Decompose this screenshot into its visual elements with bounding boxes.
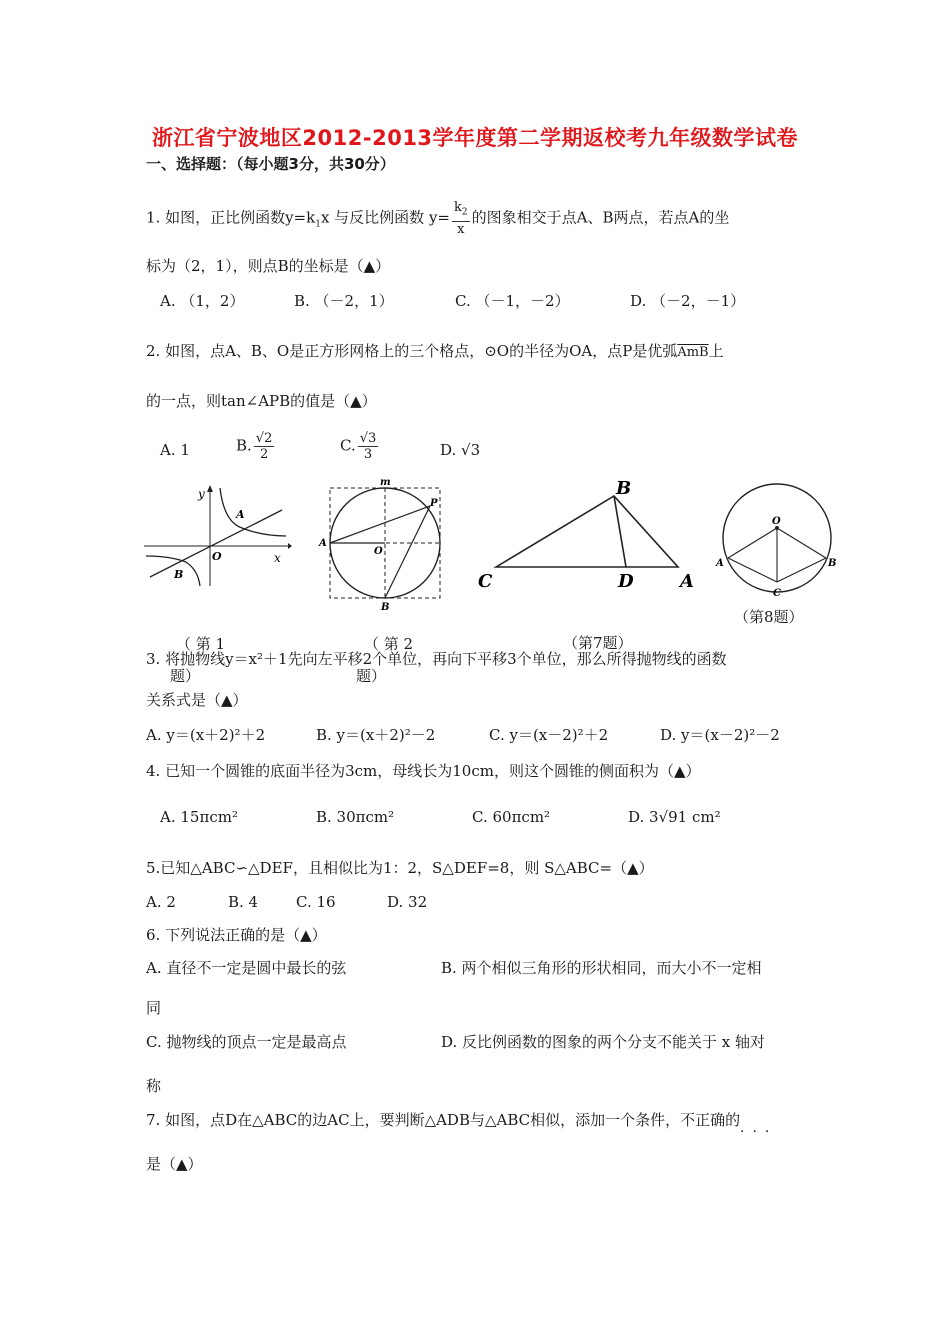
q6-line1: 6. 下列说法正确的是（▲）: [146, 926, 327, 944]
fig4-label-o: O: [772, 516, 781, 527]
q5-line1: 5.已知△ABC∽△DEF，且相似比为1：2，S△DEF=8，则 S△ABC=（▲）: [146, 859, 654, 877]
exam-title: 浙江省宁波地区2012-2013学年度第二学期返校考九年级数学试卷: [151, 126, 799, 150]
fig1-label-y: y: [198, 487, 205, 501]
q1-k1-sub: 1: [315, 219, 321, 230]
q1-frac-num-sub: 2: [461, 207, 468, 218]
q5-option-d: D. 32: [387, 893, 428, 911]
q3-line2: 关系式是（▲）: [146, 691, 248, 709]
q3-option-a: A. y＝(x＋2)²＋2: [146, 726, 266, 744]
q2-option-b-den: 2: [259, 447, 269, 462]
fig1-label-b: B: [174, 568, 184, 581]
fig1-caption-a: （ 第 1: [176, 635, 226, 653]
q6-option-c: C. 抛物线的顶点一定是最高点: [146, 1033, 347, 1051]
q6-option-d: D. 反比例函数的图象的两个分支不能关于 x 轴对: [441, 1033, 766, 1051]
q6-option-b: B. 两个相似三角形的形状相同，而大小不一定相: [441, 959, 762, 977]
q6-option-a: A. 直径不一定是圆中最长的弦: [146, 959, 347, 977]
q5-option-b: B. 4: [228, 893, 259, 911]
q7-line2: 是（▲）: [146, 1155, 203, 1173]
q2-option-b: [236, 431, 276, 462]
fig3-triangle-abc: [496, 496, 678, 567]
q2-option-c-num: √3: [359, 431, 377, 446]
figure-2-circle-grid: [316, 478, 446, 614]
q2-option-b-label: B.: [236, 436, 252, 455]
fig3-label-c: C: [478, 571, 493, 592]
q5-option-a: A. 2: [146, 893, 176, 911]
figure-4-circle: [712, 478, 842, 602]
fig4-label-c: C: [773, 588, 781, 599]
q2-option-b-num: √2: [255, 431, 273, 446]
fig1-y-arrow: [207, 485, 213, 492]
fig2-caption-a: （ 第 2: [364, 635, 414, 653]
fig2-label-a: A: [319, 538, 327, 549]
q1-fraction: [452, 200, 470, 237]
q2-arc-label: $\overline{AmB}$: [677, 345, 709, 360]
q3-option-b: B. y＝(x＋2)²－2: [316, 726, 436, 744]
q2-tail: 上: [708, 342, 724, 360]
q6-option-b-cont: 同: [146, 999, 162, 1017]
q7-emphasis-dots: ···: [740, 1124, 778, 1140]
q1-text-c: 的图象相交于点A、B两点，若点A的坐: [471, 208, 730, 227]
fig3-caption: （第7题）: [563, 634, 633, 652]
q4-option-c: C. 60πcm²: [472, 808, 551, 826]
fig2-label-b: B: [381, 602, 390, 613]
fig4-oa: [728, 528, 777, 558]
fig2-label-o: O: [374, 546, 383, 557]
q1-option-a: A. （1，2）: [160, 292, 245, 310]
section-heading-choice: 一、选择题：（每小题3分，共30分）: [146, 155, 395, 173]
fig4-ob: [777, 528, 826, 558]
q1-option-c: C. （－1，－2）: [455, 292, 570, 310]
fig4-label-a: A: [716, 558, 724, 569]
q4-option-a: A. 15πcm²: [160, 808, 238, 826]
q2-text: 2. 如图，点A、B、O是正方形网格上的三个格点，⊙O的半径为OA，点P是优弧: [146, 342, 678, 360]
fig3-label-a: A: [680, 571, 694, 592]
q2-line2: 的一点，则tan∠APB的值是（▲）: [146, 392, 377, 410]
fig1-label-x: x: [274, 551, 281, 565]
fig1-line: [150, 510, 282, 577]
fig4-bc: [777, 558, 826, 582]
fig3-label-b: B: [616, 478, 632, 499]
fig2-caption-b: 题）: [356, 667, 387, 685]
q2-option-c-den: 3: [363, 447, 373, 462]
fig4-label-b: B: [828, 558, 837, 569]
q4-line1: 4. 已知一个圆锥的底面半径为3cm，母线长为10cm，则这个圆锥的侧面积为（▲）: [146, 762, 701, 780]
q6-option-d-cont: 称: [146, 1077, 162, 1095]
q7-line1: 7. 如图，点D在△ABC的边AC上，要判断△ADB与△ABC相似，添加一个条件，不正确的: [146, 1111, 741, 1129]
q4-option-d: D. 3√91 cm²: [628, 808, 721, 826]
q1-option-b: B. （－2，1）: [294, 292, 394, 310]
q5-option-c: C. 16: [296, 893, 336, 911]
fig1-x-arrow: [288, 543, 292, 549]
q2-option-c-frac: [358, 431, 379, 462]
q3-option-c: C. y＝(x－2)²＋2: [489, 726, 609, 744]
q3-option-d: D. y＝(x－2)²－2: [660, 726, 780, 744]
q1-frac-num: k: [454, 200, 462, 215]
fig1-label-a: A: [236, 508, 245, 521]
q1-text-a: 1. 如图，正比例函数y=k: [146, 208, 316, 227]
q4-option-b: B. 30πcm²: [316, 808, 395, 826]
fig1-hyperbola-branch-2: [146, 556, 200, 586]
q2-option-c: [340, 431, 380, 462]
q2-option-a: A. 1: [160, 441, 190, 459]
q2-option-d: [440, 441, 480, 459]
q2-option-d-value: √3: [461, 441, 481, 459]
fig2-label-m: m: [380, 478, 391, 488]
fig1-hyperbola-branch-1: [220, 488, 286, 536]
fig4-ac: [728, 558, 777, 582]
q3-line1: 3. 将抛物线y＝x²＋1先向左平移2个单位，再向下平移3个单位，那么所得抛物线的函数: [146, 650, 727, 668]
q2-line1: [146, 340, 724, 361]
q1-option-d: D. （－2，－1）: [630, 292, 746, 310]
q1-text-b: x 与反比例函数 y=: [320, 208, 450, 227]
q1-line1: [146, 200, 729, 237]
fig3-label-d: D: [618, 571, 634, 592]
q1-frac-den: x: [457, 221, 465, 237]
q1-line2: 标为（2，1），则点B的坐标是（▲）: [146, 257, 391, 275]
q2-option-b-frac: [254, 431, 275, 462]
q2-option-c-label: C.: [340, 436, 356, 455]
fig4-caption: （第8题）: [734, 608, 804, 626]
figure-3-triangle: [470, 475, 710, 595]
fig2-label-p: P: [430, 498, 438, 509]
fig1-caption-b: 题）: [170, 667, 201, 685]
q2-option-d-label: D.: [440, 441, 457, 459]
figure-1-graph: [142, 482, 292, 587]
fig1-label-o: O: [212, 550, 222, 563]
